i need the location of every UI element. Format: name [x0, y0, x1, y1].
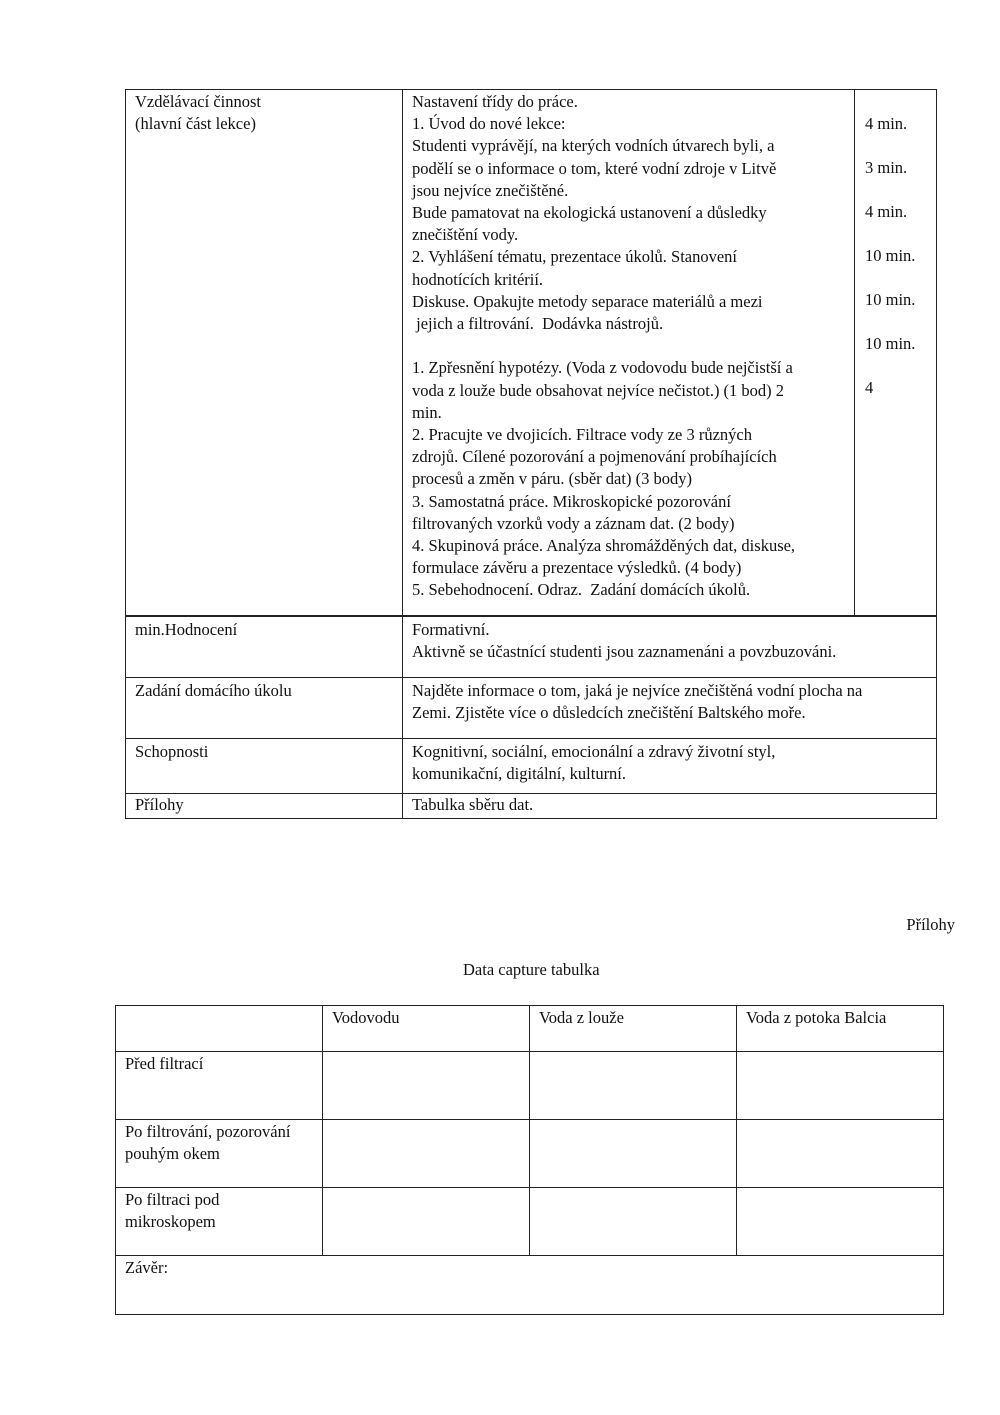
row-content: [403, 616, 937, 678]
label-line: Vzdělávací činnost: [135, 92, 261, 111]
data-cell: [737, 1052, 944, 1120]
activity-line: 1. Zpřesnění hypotézy. (Voda z vodovodu bude nejčistší a: [412, 358, 793, 378]
activity-line: Nastavení třídy do práce.: [412, 92, 578, 111]
row-label: min.Hodnocení: [126, 616, 403, 678]
activity-line: Bude pamatovat na ekologická ustanovení a důsledky: [412, 203, 767, 223]
activity-line: jsou nejvíce znečištěné.: [412, 180, 569, 200]
data-cell: [323, 1052, 530, 1120]
row-label-line: Po filtrování, pozorování: [125, 1122, 291, 1141]
main-activity-row: [126, 90, 937, 617]
activity-line: 2. Vyhlášení tématu, prezentace úkolů. Stanovení: [412, 247, 738, 267]
row-content: [403, 678, 937, 739]
activity-line: 1. Úvod do nové lekce:: [412, 114, 566, 134]
activity-line: procesů a změn v páru. (sběr dat) (3 body): [412, 469, 692, 489]
row-content: [403, 794, 937, 819]
content-line: komunikační, digitální, kulturní.: [412, 764, 627, 784]
appendix-heading: Přílohy: [906, 915, 955, 934]
table-row: [116, 1188, 944, 1256]
data-cell: [323, 1188, 530, 1256]
activity-line: podělí se o informace o tom, které vodní zdroje v Litvě: [412, 158, 777, 178]
time-value: 10 min.: [865, 334, 916, 353]
table-row: [116, 1052, 944, 1120]
activity-line: Studenti vyprávějí, na kterých vodních útvarech byli, a: [412, 136, 775, 156]
content-line: Aktivně se účastnící studenti jsou zaznamenáni a povzbuzováni.: [412, 642, 837, 662]
column-header: Vodovodu: [323, 1006, 530, 1052]
conclusion-row: [116, 1256, 944, 1315]
activity-line: hodnotících kritérií.: [412, 269, 544, 289]
row-label: [116, 1120, 323, 1188]
skills-row: [126, 739, 937, 794]
row-label-line: Po filtraci pod: [125, 1190, 220, 1209]
activity-line: formulace závěru a prezentace výsledků. (4 body): [412, 558, 742, 578]
column-header: Voda z louže: [530, 1006, 737, 1052]
row-label-line: pouhým okem: [125, 1144, 220, 1164]
content-line: Tabulka sběru dat.: [412, 795, 534, 814]
content-line: Kognitivní, sociální, emocionální a zdravý životní styl,: [412, 742, 776, 761]
activity-line: znečištění vody.: [412, 225, 519, 245]
data-cell: [530, 1120, 737, 1188]
assessment-row: [126, 616, 937, 678]
time-column: [855, 90, 937, 617]
row-label: [116, 1188, 323, 1256]
time-value: 10 min.: [865, 246, 916, 265]
row-label: Zadání domácího úkolu: [126, 678, 403, 739]
activity-line: 5. Sebehodnocení. Odraz. Zadání domácích úkolů.: [412, 580, 751, 600]
row-label-line: mikroskopem: [125, 1212, 216, 1232]
data-cell: [323, 1120, 530, 1188]
data-cell: [530, 1188, 737, 1256]
row-label-line: Před filtrací: [125, 1054, 204, 1073]
activity-line: zdrojů. Cílené pozorování a pojmenování probíhajících: [412, 447, 777, 467]
main-activity-label: [126, 90, 403, 617]
attachments-row: [126, 794, 937, 819]
activity-line: 4. Skupinová práce. Analýza shromážděných dat, diskuse,: [412, 536, 796, 556]
row-label: [116, 1052, 323, 1120]
time-value: 3 min.: [865, 158, 908, 177]
header-row: [116, 1006, 944, 1052]
main-activity-text: [403, 90, 855, 617]
content-line: Najděte informace o tom, jaká je nejvíce znečištěná vodní plocha na: [412, 681, 863, 700]
time-value: 4 min.: [865, 114, 908, 133]
content-line: Formativní.: [412, 620, 490, 639]
homework-row: [126, 678, 937, 739]
activity-line: min.: [412, 402, 442, 422]
time-value: 4 min.: [865, 202, 908, 221]
time-value: 10 min.: [865, 290, 916, 309]
activity-line: voda z louže bude obsahovat nejvíce nečistot.) (1 bod) 2: [412, 380, 785, 400]
row-label: Schopnosti: [126, 739, 403, 794]
data-table-caption: Data capture tabulka: [463, 960, 600, 979]
activity-line: Diskuse. Opakujte metody separace materiálů a mezi: [412, 291, 763, 311]
column-header: Voda z potoka Balcia: [737, 1006, 944, 1052]
data-cell: [737, 1188, 944, 1256]
lesson-plan-table: [125, 89, 937, 819]
time-value: 4: [865, 378, 874, 397]
data-capture-table: [115, 1005, 944, 1315]
activity-line: 3. Samostatná práce. Mikroskopické pozorování: [412, 491, 731, 511]
corner-cell: [116, 1006, 323, 1052]
activity-line: filtrovaných vzorků vody a záznam dat. (2 body): [412, 513, 735, 533]
activity-line: jejich a filtrování. Dodávka nástrojů.: [412, 314, 664, 334]
conclusion-cell: Závěr:: [116, 1256, 944, 1315]
row-label: Přílohy: [126, 794, 403, 819]
content-line: Zemi. Zjistěte více o důsledcích znečištění Baltského moře.: [412, 703, 806, 723]
activity-line: [412, 335, 854, 357]
row-content: [403, 739, 937, 794]
label-line: (hlavní část lekce): [135, 114, 256, 134]
table-row: [116, 1120, 944, 1188]
data-cell: [737, 1120, 944, 1188]
activity-line: 2. Pracujte ve dvojicích. Filtrace vody ze 3 různých: [412, 425, 752, 445]
data-cell: [530, 1052, 737, 1120]
